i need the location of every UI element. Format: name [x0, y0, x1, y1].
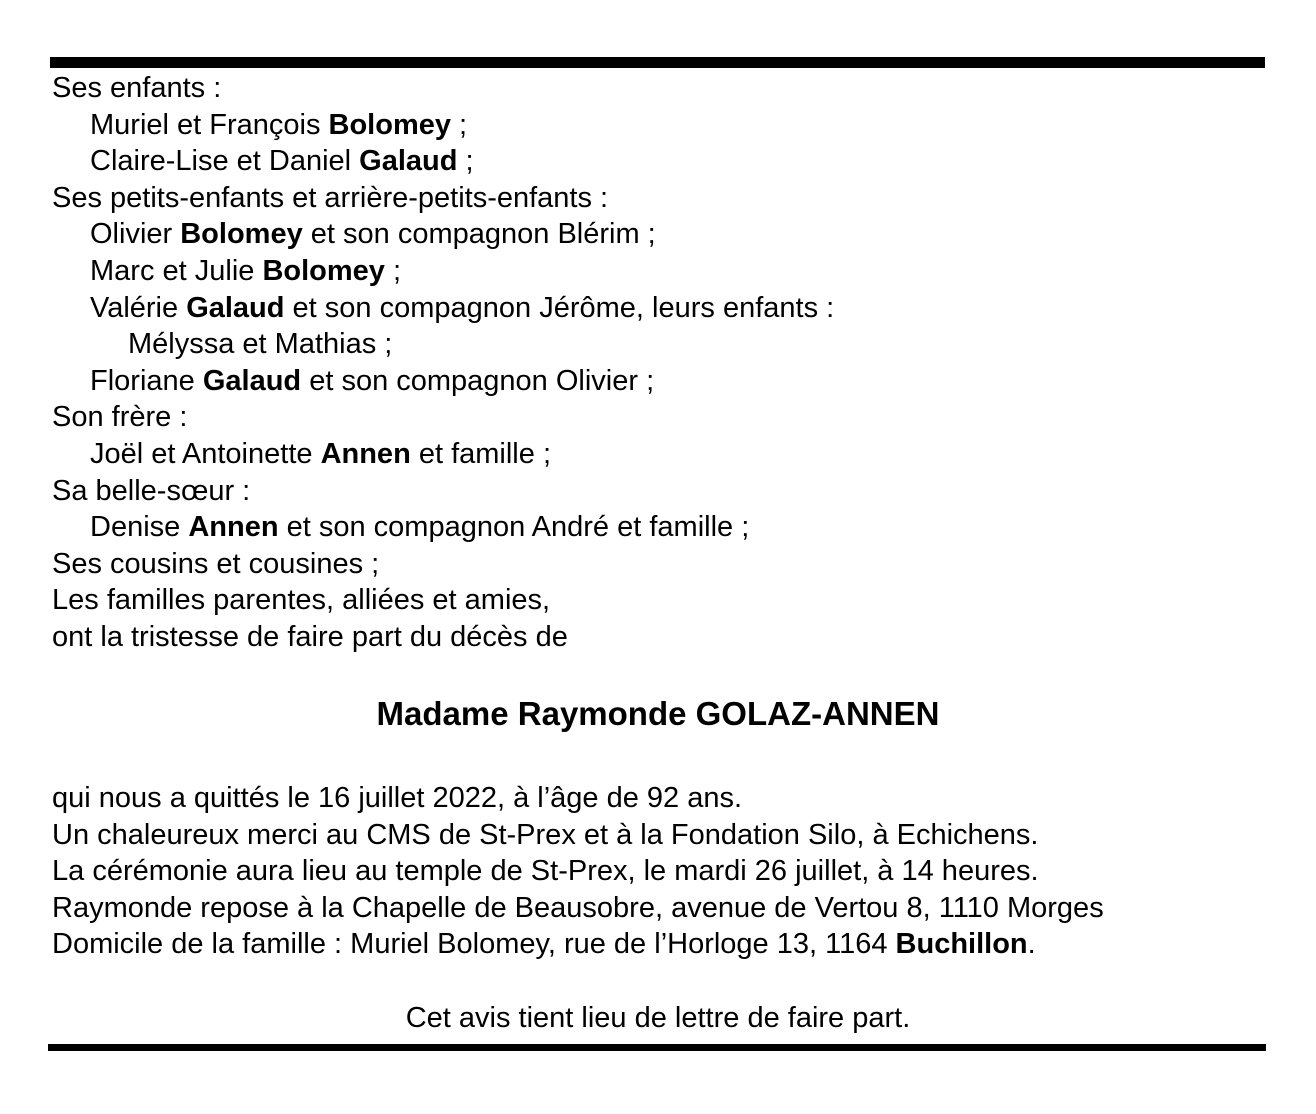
text-segment: Ses petits-enfants et arrière-petits-enfants : [52, 181, 609, 214]
notice-line [52, 253, 1272, 290]
top-rule [50, 57, 1265, 68]
notice-line [52, 436, 1272, 473]
surname-bold: Bolomey [262, 254, 385, 287]
text-segment: Mélyssa et Mathias ; [128, 328, 393, 361]
notice-line [52, 143, 1272, 180]
surname-bold: Galaud [202, 364, 302, 397]
text-segment: Un chaleureux merci au CMS de St-Prex et à la Fondation Silo, à Echichens. [52, 818, 1039, 851]
text-segment: et son compagnon Blérim ; [302, 218, 656, 251]
notice-line [52, 582, 1272, 619]
surname-bold: Annen [188, 511, 279, 544]
notice-line [52, 70, 1272, 107]
notice-line [52, 107, 1272, 144]
text-segment: et son compagnon Jérôme, leurs enfants : [284, 291, 835, 324]
text-segment: Denise [90, 511, 189, 544]
text-segment: Olivier [90, 218, 181, 251]
surname-bold: Galaud [186, 291, 285, 324]
closing-statement: Cet avis tient lieu de lettre de faire part. [405, 1002, 911, 1034]
text-segment: La cérémonie aura lieu au temple de St-Prex, le mardi 26 juillet, à 14 heures. [52, 855, 1039, 888]
text-segment: Claire-Lise et Daniel [90, 145, 360, 178]
surname-bold: Buchillon [895, 928, 1028, 961]
bottom-rule [48, 1044, 1266, 1051]
notice-line [52, 326, 1272, 363]
text-segment: Les familles parentes, alliées et amies, [52, 584, 551, 617]
text-segment: Marc et Julie [90, 254, 263, 287]
text-segment: Valérie [90, 291, 187, 324]
text-segment: Ses cousins et cousines ; [52, 547, 380, 580]
text-segment: et son compagnon Olivier ; [301, 364, 655, 397]
notice-line [52, 290, 1272, 327]
surname-bold: Bolomey [180, 218, 303, 251]
notice-line [52, 509, 1272, 546]
notice-line [52, 853, 1292, 890]
text-segment: Raymonde repose à la Chapelle de Beausobre, avenue de Vertou 8, 1110 Morges [52, 891, 1104, 924]
text-segment: Son frère : [52, 401, 188, 434]
notice-line [52, 890, 1292, 927]
notice-line [52, 619, 1272, 656]
text-segment: et famille ; [410, 437, 551, 470]
notice-line [52, 473, 1272, 510]
deceased-name-title: Madame Raymonde GOLAZ-ANNEN [376, 695, 940, 732]
notice-line [52, 216, 1272, 253]
text-segment: Ses enfants : [52, 72, 222, 104]
text-segment: Sa belle-sœur : [52, 474, 251, 507]
text-segment: Joël et Antoinette [90, 437, 321, 470]
text-segment: Floriane [90, 364, 203, 397]
ceremony-details [52, 780, 1292, 963]
text-segment: ; [384, 254, 402, 287]
text-segment: ont la tristesse de faire part du décès de [52, 620, 568, 653]
family-list [52, 70, 1272, 656]
text-segment: Muriel et François [90, 108, 329, 141]
text-segment: qui nous a quittés le 16 juillet 2022, à l’âge de 92 ans. [52, 782, 743, 814]
surname-bold: Annen [320, 437, 411, 470]
surname-bold: Bolomey [328, 108, 451, 141]
notice-line [52, 817, 1292, 854]
text-segment: ; [451, 108, 468, 141]
text-segment: Domicile de la famille : Muriel Bolomey, rue de l’Horloge 13, 1164 [52, 928, 896, 961]
text-segment: . [1027, 928, 1036, 961]
notice-line [52, 399, 1272, 436]
notice-line [52, 926, 1292, 963]
notice-line [52, 546, 1272, 583]
notice-line [52, 363, 1272, 400]
surname-bold: Galaud [359, 145, 458, 178]
text-segment: et son compagnon André et famille ; [278, 511, 750, 544]
text-segment: ; [457, 145, 474, 178]
notice-line [52, 180, 1272, 217]
notice-line [52, 780, 1292, 817]
